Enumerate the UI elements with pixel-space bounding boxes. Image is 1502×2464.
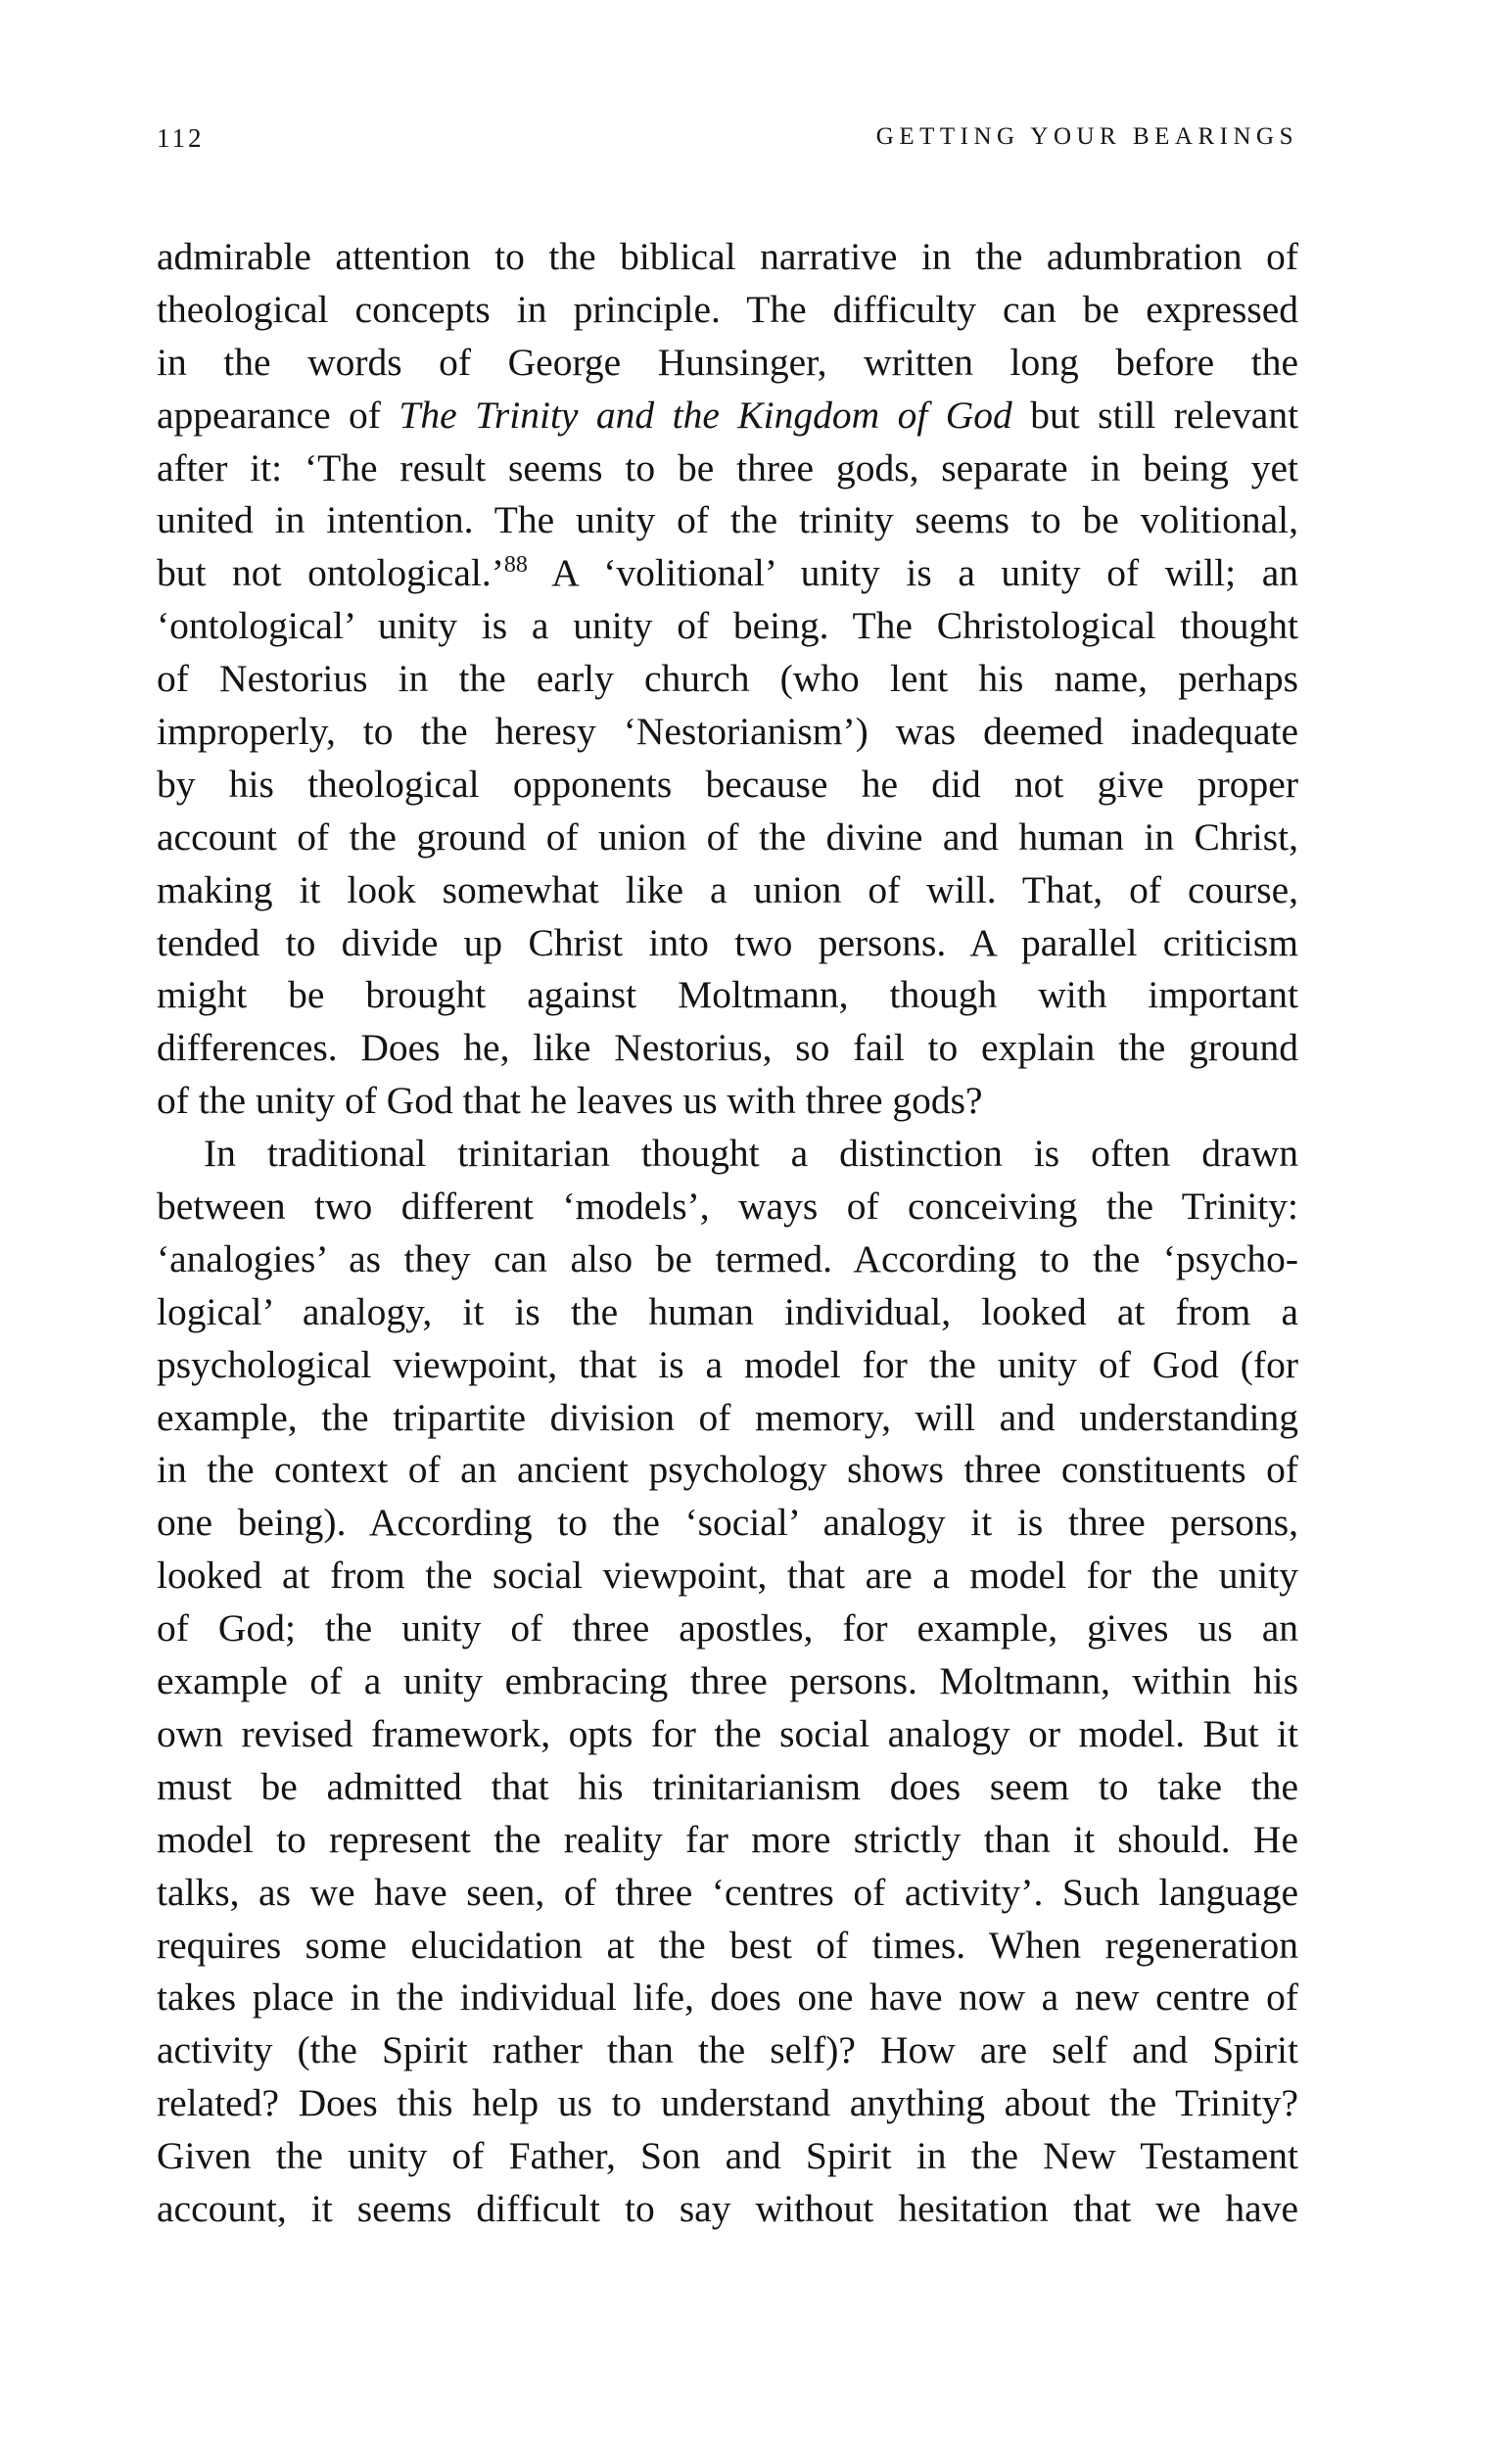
text-line: admirable attention to the biblical narrative in the adumbration of [157, 235, 1298, 278]
text-line: ‘ontological’ unity is a unity of being. The Christological thought [157, 604, 1298, 648]
text-line: of the unity of God that he leaves us with three gods? [157, 1079, 983, 1123]
text-line: might be brought against Moltmann, though with important [157, 973, 1298, 1017]
text-line [157, 390, 1298, 442]
text-line: in the words of George Hunsinger, written long before the [157, 340, 1298, 384]
text-line: own revised framework, opts for the social analogy or model. But it [157, 1711, 1298, 1755]
text-line: differences. Does he, like Nestorius, so fail to explain the ground [157, 1026, 1298, 1070]
text-line: model to represent the reality far more strictly than it should. He [157, 1817, 1298, 1861]
text-line: united in intention. The unity of the trinity seems to be volitional, [157, 498, 1298, 542]
text-line: Given the unity of Father, Son and Spirit in the New Testament [157, 2134, 1298, 2178]
text-line: after it: ‘The result seems to be three gods, separate in being yet [157, 445, 1298, 489]
text-line: in the context of an ancient psychology shows three constituents of [157, 1448, 1298, 1492]
text-line: talks, as we have seen, of three ‘centres of activity’. Such language [157, 1870, 1298, 1914]
text-segment: appearance of [157, 393, 381, 437]
text-line: logical’ analogy, it is the human individual, looked at from a [157, 1289, 1298, 1333]
text-line: theological concepts in principle. The difficulty can be expressed [157, 287, 1298, 331]
text-line: of God; the unity of three apostles, for example, gives us an [157, 1606, 1298, 1650]
text-line: making it look somewhat like a union of will. That, of course, [157, 867, 1298, 911]
text-line: ‘analogies’ as they can also be termed. According to the ‘psycho- [157, 1236, 1298, 1280]
text-segment: but still relevant [1030, 393, 1299, 437]
text-line: of Nestorius in the early church (who lent his name, perhaps [157, 657, 1298, 701]
page-number: 112 [157, 123, 205, 153]
text-segment: A ‘volitional’ unity is a unity of will; an [551, 551, 1299, 595]
text-line: must be admitted that his trinitarianism does seem to take the [157, 1764, 1298, 1808]
text-line: one being). According to the ‘social’ analogy it is three persons, [157, 1501, 1298, 1545]
text-line: example, the tripartite division of memory, will and understanding [157, 1395, 1298, 1439]
text-line: by his theological opponents because he did not give proper [157, 762, 1298, 806]
book-title: The Trinity and the Kingdom of God [399, 393, 1012, 437]
text-line: example of a unity embracing three persons. Moltmann, within his [157, 1659, 1298, 1703]
text-line: looked at from the social viewpoint, that are a model for the unity [157, 1554, 1298, 1598]
text-line: In traditional trinitarian thought a distinction is often drawn [204, 1132, 1298, 1176]
text-line: tended to divide up Christ into two persons. A parallel criticism [157, 920, 1298, 964]
body-text [157, 231, 1298, 2236]
running-title: GETTING YOUR BEARINGS [875, 123, 1298, 150]
text-line: account, it seems difficult to say without hesitation that we have [157, 2186, 1298, 2230]
text-line: related? Does this help us to understand anything about the Trinity? [157, 2081, 1298, 2125]
text-line: takes place in the individual life, does one have now a new centre of [157, 1976, 1298, 2020]
text-line [157, 547, 1298, 600]
running-head [157, 123, 1298, 163]
text-line: account of the ground of union of the divine and human in Christ, [157, 814, 1298, 859]
footnote-reference: 88 [503, 552, 528, 579]
text-line: psychological viewpoint, that is a model for the unity of God (for [157, 1342, 1298, 1386]
text-line: requires some elucidation at the best of times. When regeneration [157, 1923, 1298, 1967]
text-segment: but not ontological.’ [157, 551, 504, 595]
text-line: activity (the Spirit rather than the self)? How are self and Spirit [157, 2028, 1298, 2072]
text-line: between two different ‘models’, ways of conceiving the Trinity: [157, 1185, 1298, 1229]
text-line: improperly, to the heresy ‘Nestorianism’) was deemed inadequate [157, 710, 1298, 754]
